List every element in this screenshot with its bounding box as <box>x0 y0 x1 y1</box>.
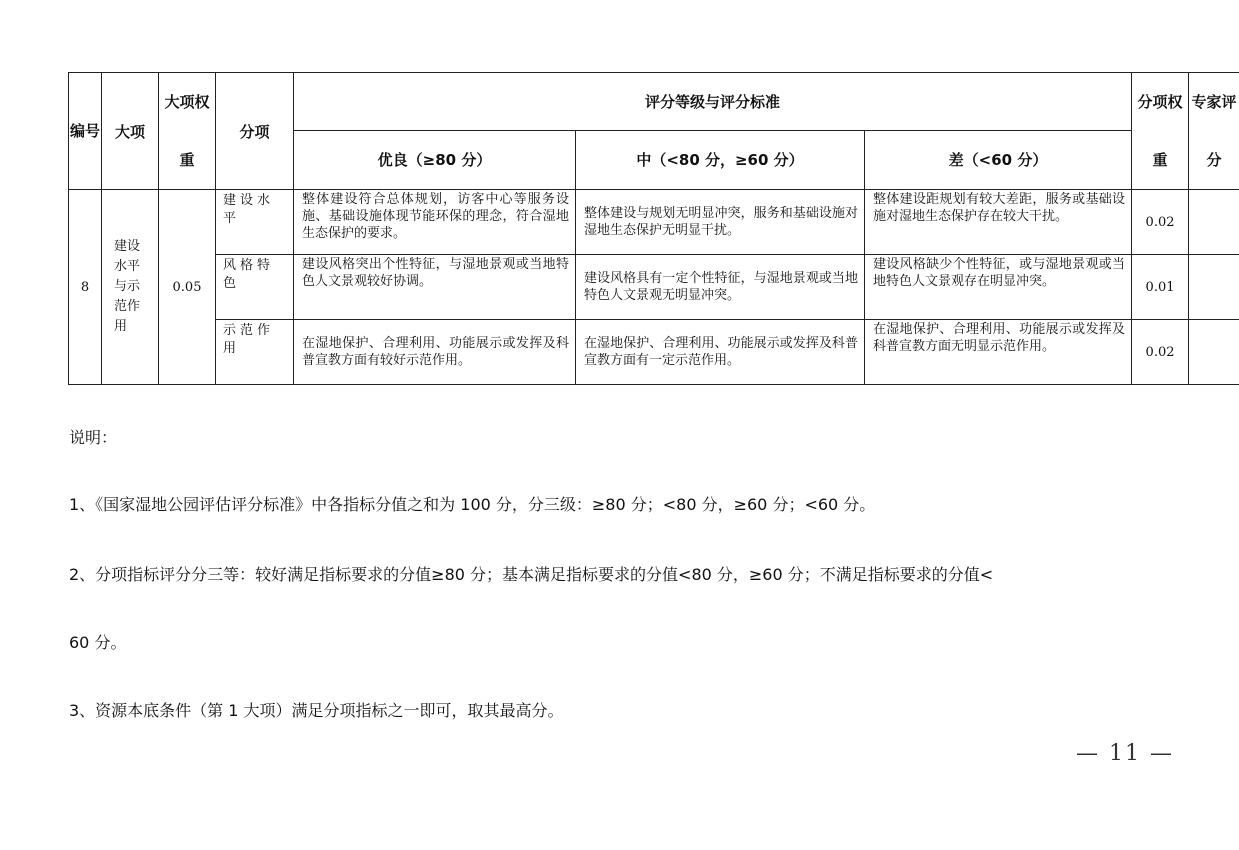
group-major-item: 建设水平与示范作用 <box>102 190 159 385</box>
header-medium: 中（<80 分，≥60 分） <box>576 130 865 189</box>
poor-criteria: 在湿地保护、合理利用、功能展示或发挥及科普宣教方面无明显示范作用。 <box>865 320 1132 385</box>
expert-score-cell[interactable] <box>1189 255 1239 320</box>
table-row <box>69 255 1239 320</box>
header-sub-weight: 分项权重 <box>1132 73 1189 190</box>
medium-criteria: 在湿地保护、合理利用、功能展示或发挥及科普宣教方面有一定示范作用。 <box>576 320 865 385</box>
page-number: — 11 — <box>1076 741 1174 766</box>
header-poor: 差（<60 分） <box>865 130 1132 189</box>
expert-score-cell[interactable] <box>1189 190 1239 255</box>
group-number: 8 <box>69 190 102 385</box>
header-major-item: 大项 <box>102 73 159 190</box>
header-expert-score: 专家评分 <box>1189 73 1239 190</box>
sub-item-cell: 建设水平 <box>216 190 294 255</box>
excellent-criteria: 建设风格突出个性特征，与湿地景观或当地特色人文景观较好协调。 <box>294 255 576 320</box>
medium-criteria: 整体建设与规划无明显冲突，服务和基础设施对湿地生态保护无明显干扰。 <box>576 190 865 255</box>
header-number: 编号 <box>69 73 102 190</box>
sub-weight-cell: 0.02 <box>1132 320 1189 385</box>
poor-criteria: 建设风格缺少个性特征，或与湿地景观或当地特色人文景观存在明显冲突。 <box>865 255 1132 320</box>
sub-item-cell: 风格特色 <box>216 255 294 320</box>
table-row <box>69 190 1239 255</box>
note-item-2-line-1: 2、分项指标评分分三等：较好满足指标要求的分值≥80 分；基本满足指标要求的分值<80 分，≥60 分；不满足指标要求的分值< <box>69 565 994 584</box>
note-item-2-line-2: 60 分。 <box>69 633 127 652</box>
expert-score-cell[interactable] <box>1189 320 1239 385</box>
group-major-weight: 0.05 <box>159 190 216 385</box>
header-sub-item: 分项 <box>216 73 294 190</box>
notes-title: 说明： <box>69 428 118 447</box>
header-major-weight: 大项权重 <box>159 73 216 190</box>
table-row <box>69 320 1239 385</box>
sub-weight-cell: 0.02 <box>1132 190 1189 255</box>
sub-weight-cell: 0.01 <box>1132 255 1189 320</box>
header-grading: 评分等级与评分标准 <box>294 73 1132 131</box>
excellent-criteria: 在湿地保护、合理利用、功能展示或发挥及科普宣教方面有较好示范作用。 <box>294 320 576 385</box>
header-excellent: 优良（≥80 分） <box>294 130 576 189</box>
sub-item-cell: 示范作用 <box>216 320 294 385</box>
note-item-1: 1、《国家湿地公园评估评分标准》中各指标分值之和为 100 分，分三级：≥80 分；<80 分，≥60 分；<60 分。 <box>69 495 876 514</box>
medium-criteria: 建设风格具有一定个性特征，与湿地景观或当地特色人文景观无明显冲突。 <box>576 255 865 320</box>
note-item-3: 3、资源本底条件（第 1 大项）满足分项指标之一即可，取其最高分。 <box>69 701 564 720</box>
poor-criteria: 整体建设距规划有较大差距，服务或基础设施对湿地生态保护存在较大干扰。 <box>865 190 1132 255</box>
evaluation-table <box>68 72 1239 385</box>
excellent-criteria: 整体建设符合总体规划，访客中心等服务设施、基础设施体现节能环保的理念，符合湿地生态保护的要求。 <box>294 190 576 255</box>
